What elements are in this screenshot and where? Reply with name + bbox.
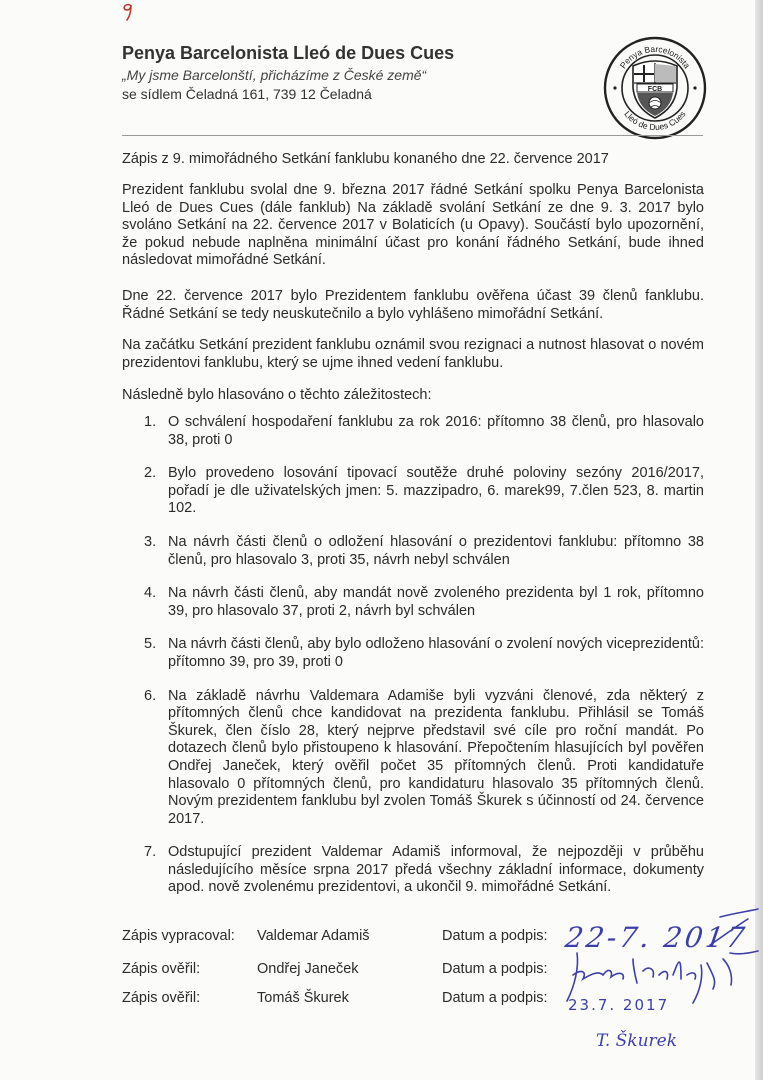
org-motto: „My jsme Barcelonští, přicházíme z České země“ [122,67,427,83]
crest-ring-top: Penya Barcelonista [617,43,693,71]
list-item [122,688,704,829]
item-text: O schválení hospodaření fanklubu za rok 2016: přítomno 38 členů, pro hlasovalo 38, proti 0 [168,414,704,448]
signature-role: Zápis ověřil: [122,990,201,1006]
item-number: 1. [144,414,157,430]
signature-role: Zápis vypracoval: [122,928,235,944]
org-seat: se sídlem Čeladná 161, 739 12 Čeladná [122,86,372,102]
list-item [122,465,704,518]
signature-name: Ondřej Janeček [257,961,359,977]
item-number: 5. [144,636,157,653]
date-signature-label: Datum a podpis: [442,990,548,1006]
signature-name: Tomáš Škurek [257,990,349,1006]
item-number: 7. [144,844,157,861]
header-divider [122,135,703,136]
paragraph-voting-intro: Následně bylo hlasováno o těchto záležitostech: [122,387,432,403]
svg-text:T. Škurek: T. Škurek [596,1031,678,1051]
svg-text:22-7. 2017: 22-7. 2017 [563,921,750,954]
item-text: Na návrh části členů, aby bylo odloženo hlasování o zvolení nových viceprezidentů: přítomno 39, pro 39, proti 0 [168,636,705,670]
date-signature-label: Datum a podpis: [442,961,548,977]
signature-name: Valdemar Adamiš [257,928,370,944]
item-text: Na základě návrhu Valdemara Adamiše byli vyzváni členové, zda některý z přítomných členů chce kandidovat na prezidenta fanklubu. Přihlásil se Tomáš Škurek, člen číslo 28, který nejprve představil své cíle pro roční mandát. Po dotazech členů bylo přistoupeno k hlasování. Přepočtením hlasujících byl pověřen Ondřej Janeček, který ověřil počet 35 přítomných členů. Proti kandidatuře hlasovalo 0 přítomných členů, pro kandidaturu hlasovalo 35 přítomných členů. Novým prezidentem fanklubu byl zvolen Tomáš Škurek s účinností od 24. července 2017. [168,687,704,827]
list-item [122,636,704,671]
paragraph-resignation: Na začátku Setkání prezident fanklubu oznámil svou rezignaci a nutnost hlasovat o novém prezidentovi fanklubu, který se ujme ihned vedení fanklubu. [122,337,704,371]
resolution-list [122,414,704,913]
signature-row-verifier-1 [122,961,722,983]
item-text: Na návrh části členů, aby mandát nově zvoleného prezidenta byl 1 rok, přítomno 39, pro hlasovalo 37, proti 2, návrh byl schválen [168,585,704,619]
svg-text:23.7. 2017: 23.7. 2017 [568,996,670,1014]
club-crest-icon [603,36,707,140]
item-number: 4. [144,585,157,602]
org-name: Penya Barcelonista Lleó de Dues Cues [122,43,455,63]
list-item [122,534,704,569]
letterhead [122,42,592,103]
paragraph-convening: Prezident fanklubu svolal dne 9. března 2017 řádné Setkání spolku Penya Barcelonista Lleó de Dues Cues (dále fanklub) Na základě svolání Setkání ze dne 9. 3. 2017 bylo svoláno Setkání na 22. července 2017 v Bolaticích (u Opavy). Součástí bylo upozornění, že pokud nebude naplněna minimální účast pro konání řádného Setkání, bude ihned následovat mimořádné Setkání. [122,182,704,269]
document-title: Zápis z 9. mimořádného Setkání fanklubu konaného dne 22. července 2017 [122,151,609,167]
signature-role: Zápis ověřil: [122,961,201,977]
date-signature-label: Datum a podpis: [442,928,548,944]
item-number: 6. [144,687,157,704]
item-number: 2. [144,465,157,482]
item-text: Bylo provedeno losování tipovací soutěže druhé poloviny sezóny 2016/2017, pořadí je dle uživatelských jmen: 5. mazzipadro, 6. marek99, 7.člen 523, 8. martin 102. [168,465,704,517]
signature-row-verifier-2 [122,990,722,1012]
list-item [122,414,704,449]
red-corner-mark [120,2,134,22]
crest-initials: FCB [647,86,663,93]
list-item [122,585,704,620]
item-text: Na návrh části členů o odložení hlasování o prezidentovi fanklubu: přítomno 38 členů, pro hlasovalo 3, proti 35, návrh nebyl schválen [168,533,704,568]
crest-ring-bottom: Lleó de Dues Cues [622,108,688,133]
item-text: Odstupující prezident Valdemar Adamiš informoval, že nejpozději v průběhu následujícího měsíce srpna 2017 předá všechny základní informace, dokumenty apod. nově zvolenému prezidentovi, a ukončil 9. mimořádné Setkání. [168,844,704,896]
scan-edge [755,0,763,1080]
paragraph-attendance: Dne 22. července 2017 bylo Prezidentem fanklubu ověřena účast 39 členů fanklubu. Řádné Setkání se tedy neuskutečnilo a bylo vyhlášeno mimořádní Setkání. [122,288,704,322]
signature-row-author [122,928,722,950]
list-item [122,844,704,897]
item-number: 3. [144,533,157,550]
